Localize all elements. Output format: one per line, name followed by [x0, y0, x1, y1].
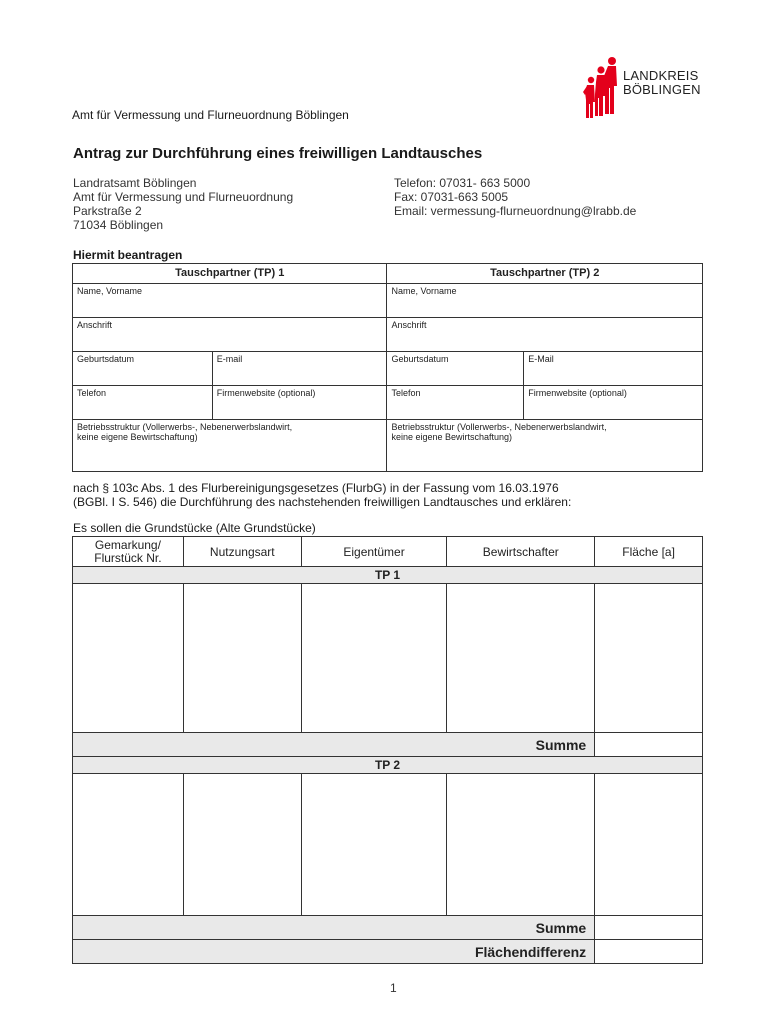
form-title: Antrag zur Durchführung eines freiwilligen Landtausches — [73, 145, 483, 162]
page-number: 1 — [390, 981, 397, 995]
legal-line-1: nach § 103c Abs. 1 des Flurbereinigungsgesetzes (FlurbG) in der Fassung vom 16.03.1976 — [73, 481, 559, 495]
parcels-heading: Es sollen die Grundstücke (Alte Grundstücke) — [73, 521, 316, 535]
tp2-header: Tauschpartner (TP) 2 — [387, 264, 703, 284]
tp1-address-field[interactable]: Anschrift — [73, 318, 387, 352]
office-header: Amt für Vermessung und Flurneuordnung Böblingen — [72, 108, 349, 122]
legal-statement — [73, 481, 571, 509]
address-line: Amt für Vermessung und Flurneuordnung — [73, 190, 294, 204]
applicants-heading: Hiermit beantragen — [73, 248, 183, 262]
col-owner: Eigentümer — [301, 537, 447, 567]
logo-line-1: LANDKREIS — [623, 68, 699, 83]
col-area: Fläche [a] — [595, 537, 703, 567]
col-manager: Bewirtschafter — [447, 537, 595, 567]
tp2-birthdate-field[interactable]: Geburtsdatum — [387, 352, 524, 386]
people-figures-icon — [583, 56, 621, 118]
tp1-header: Tauschpartner (TP) 1 — [73, 264, 387, 284]
col-parcel-line-1: Gemarkung/ — [94, 537, 161, 552]
tp2-address-field[interactable]: Anschrift — [387, 318, 703, 352]
tp1-website-field[interactable]: Firmenwebsite (optional) — [212, 386, 387, 420]
tp1-section-bar: TP 1 — [73, 567, 703, 584]
tp1-birthdate-field[interactable]: Geburtsdatum — [73, 352, 213, 386]
tp1-owner-cell[interactable] — [301, 584, 447, 733]
tp2-website-field[interactable]: Firmenwebsite (optional) — [524, 386, 703, 420]
legal-line-2: (BGBl. I S. 546) die Durchführung des nachstehenden freiwilligen Landtausches und erklären: — [73, 495, 572, 509]
landkreis-logo — [583, 56, 713, 118]
tp2-structure-field[interactable] — [387, 420, 703, 472]
col-parcel — [73, 537, 184, 567]
area-difference-label: Flächendifferenz — [73, 940, 595, 964]
email-address: Email: vermessung-flurneuordnung@lrabb.de — [394, 204, 637, 218]
parcels-table — [72, 536, 703, 964]
address-line: Landratsamt Böblingen — [73, 176, 197, 190]
tp2-sum-label: Summe — [73, 916, 595, 940]
tp1-structure-line-2: keine eigene Bewirtschaftung) — [77, 432, 198, 442]
tp2-area-cell[interactable] — [595, 774, 703, 916]
tp2-usage-cell[interactable] — [183, 774, 301, 916]
tp1-email-field[interactable]: E-mail — [212, 352, 387, 386]
fax-number: Fax: 07031-663 5005 — [394, 190, 509, 204]
tp2-phone-field[interactable]: Telefon — [387, 386, 524, 420]
address-block — [73, 176, 293, 232]
tp1-manager-cell[interactable] — [447, 584, 595, 733]
tp1-name-field[interactable]: Name, Vorname — [73, 284, 387, 318]
contact-block — [394, 176, 636, 218]
tp2-section-bar: TP 2 — [73, 757, 703, 774]
col-parcel-line-2: Flurstück Nr. — [94, 550, 162, 565]
address-line: Parkstraße 2 — [73, 204, 142, 218]
tp1-structure-line-1: Betriebsstruktur (Vollerwerbs-, Nebenerwerbslandwirt, — [77, 422, 293, 432]
tp2-structure-line-2: keine eigene Bewirtschaftung) — [391, 432, 513, 442]
tp2-sum-cell[interactable] — [595, 916, 703, 940]
tp1-parcel-cell[interactable] — [73, 584, 184, 733]
tp1-usage-cell[interactable] — [183, 584, 301, 733]
area-difference-cell[interactable] — [595, 940, 703, 964]
phone-number: Telefon: 07031- 663 5000 — [394, 176, 531, 190]
tp1-phone-field[interactable]: Telefon — [73, 386, 213, 420]
tp2-owner-cell[interactable] — [301, 774, 447, 916]
tp2-manager-cell[interactable] — [447, 774, 595, 916]
tp2-parcel-cell[interactable] — [73, 774, 184, 916]
tp1-structure-field[interactable] — [73, 420, 387, 472]
tp1-area-cell[interactable] — [595, 584, 703, 733]
applicants-table — [72, 263, 703, 472]
col-usage: Nutzungsart — [183, 537, 301, 567]
tp1-sum-cell[interactable] — [595, 733, 703, 757]
tp1-sum-label: Summe — [73, 733, 595, 757]
tp2-structure-line-1: Betriebsstruktur (Vollerwerbs-, Nebenerwerbslandwirt, — [391, 422, 607, 432]
logo-line-2: BÖBLINGEN — [623, 82, 701, 97]
tp2-name-field[interactable]: Name, Vorname — [387, 284, 703, 318]
tp2-email-field[interactable]: E-Mail — [524, 352, 703, 386]
address-line: 71034 Böblingen — [73, 218, 164, 232]
